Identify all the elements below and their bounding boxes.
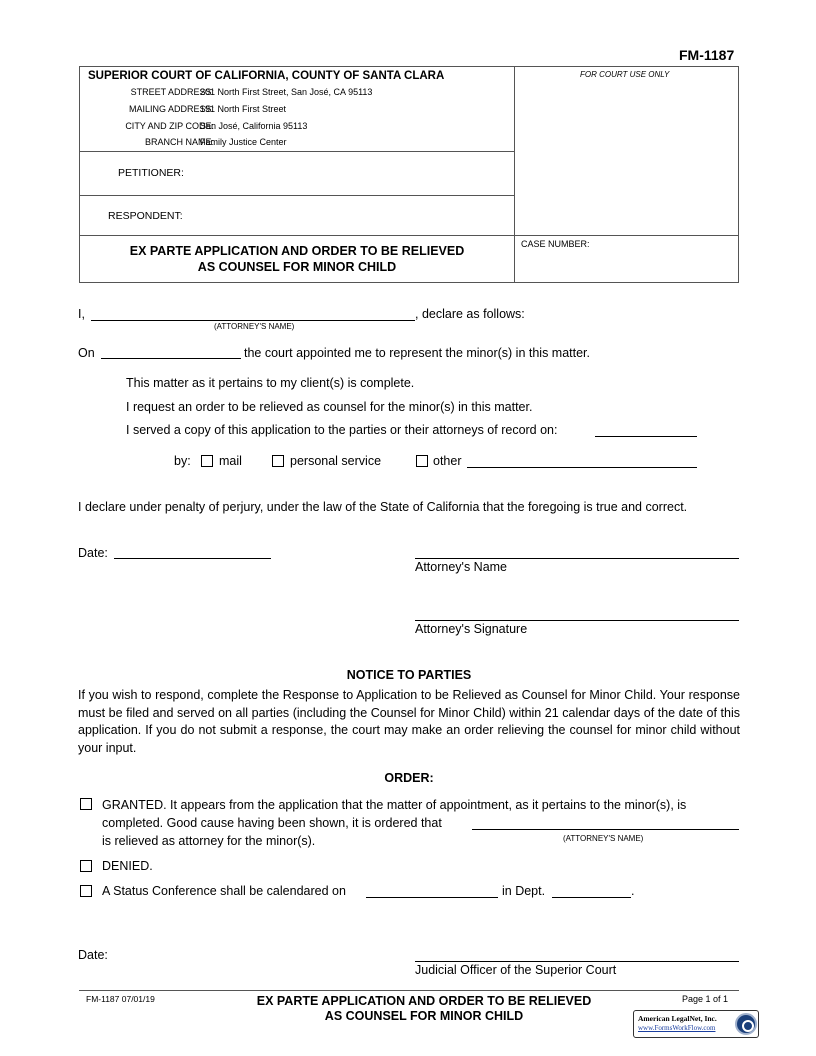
- department-field[interactable]: [552, 897, 631, 898]
- form-revision: FM-1187 07/01/19: [86, 994, 155, 1004]
- relieved-attorney-field[interactable]: [472, 829, 739, 830]
- logo-url[interactable]: www.FormsWorkFlow.com: [638, 1024, 716, 1032]
- mail-label: mail: [219, 454, 242, 468]
- notice-body: If you wish to respond, complete the Response to Application to be Relieved as Counsel for Minor Child. Your response must be filed and served on all parties (including the Counsel for Minor Child) within 21 calendar days of the date of this application. If you do not submit a response, the court may make an order relieving the counsel for minor child without your input.: [78, 688, 740, 755]
- street-address: 201 North First Street, San José, CA 95113: [200, 87, 373, 97]
- judicial-officer-signature-field[interactable]: [415, 961, 739, 962]
- complete-statement: This matter as it pertains to my client(s) is complete.: [126, 376, 415, 390]
- other-method-field[interactable]: [467, 467, 697, 468]
- attorney-name-field[interactable]: [91, 320, 415, 321]
- footer-title-line1: EX PARTE APPLICATION AND ORDER TO BE RELIEVED: [256, 994, 592, 1008]
- street-address-label: STREET ADDRESS:: [130, 87, 214, 97]
- form-title: [80, 243, 514, 275]
- service-date-field[interactable]: [595, 436, 697, 437]
- status-conference-date-field[interactable]: [366, 897, 498, 898]
- branch-name: Family Justice Center: [200, 137, 287, 147]
- attorney-signature-field[interactable]: [415, 620, 739, 621]
- perjury-statement: I declare under penalty of perjury, under the law of the State of California that the foregoing is true and correct.: [78, 500, 688, 514]
- order-date-label: Date:: [78, 948, 108, 962]
- declare-text: , declare as follows:: [415, 307, 525, 321]
- notice-heading: NOTICE TO PARTIES: [346, 668, 472, 682]
- request-statement: I request an order to be relieved as counsel for the minor(s) in this matter.: [126, 400, 533, 414]
- footer-rule: [79, 990, 739, 991]
- judicial-officer-caption: Judicial Officer of the Superior Court: [415, 963, 617, 977]
- logo-seal-icon: [735, 1013, 757, 1035]
- respondent-label: RESPONDENT:: [108, 210, 183, 222]
- status-conference-checkbox[interactable]: [80, 885, 92, 897]
- court-name: SUPERIOR COURT OF CALIFORNIA, COUNTY OF SANTA CLARA: [88, 70, 445, 82]
- declarant-prefix: I,: [78, 307, 85, 321]
- footer-title: [208, 994, 640, 1024]
- granted-checkbox[interactable]: [80, 798, 92, 810]
- case-number-field[interactable]: [520, 253, 734, 277]
- attorney-name-sign-field[interactable]: [415, 558, 739, 559]
- attorney-name-caption: (ATTORNEY'S NAME): [214, 322, 295, 331]
- footer-title-line2: AS COUNSEL FOR MINOR CHILD: [324, 1009, 524, 1023]
- mailing-address-label: MAILING ADDRESS:: [128, 104, 214, 114]
- personal-service-label: personal service: [290, 454, 382, 468]
- appointed-text: the court appointed me to represent the minor(s) in this matter.: [244, 346, 591, 360]
- order-heading: ORDER:: [384, 771, 434, 785]
- petitioner-label: PETITIONER:: [118, 167, 184, 179]
- other-checkbox[interactable]: [416, 455, 428, 467]
- mail-checkbox[interactable]: [201, 455, 213, 467]
- city-zip-label: CITY AND ZIP CODE:: [125, 121, 214, 131]
- petitioner-field[interactable]: [190, 159, 508, 187]
- in-dept-label: in Dept.: [502, 884, 546, 898]
- caption-divider: [80, 195, 514, 196]
- publisher-logo[interactable]: [633, 1010, 759, 1038]
- form-number: FM-1187: [679, 47, 735, 63]
- caption-divider: [80, 151, 514, 152]
- city-zip: San José, California 95113: [200, 121, 308, 131]
- status-period: .: [631, 884, 635, 898]
- granted-line3: is relieved as attorney for the minor(s).: [102, 834, 316, 848]
- case-number-label: CASE NUMBER:: [521, 239, 590, 249]
- logo-company: American LegalNet, Inc.: [638, 1014, 717, 1023]
- declaration-date-field[interactable]: [114, 558, 271, 559]
- page-number: Page 1 of 1: [682, 994, 729, 1004]
- attorney-name-caption-sig: Attorney's Name: [415, 560, 508, 574]
- by-label: by:: [174, 454, 191, 468]
- other-label: other: [433, 454, 462, 468]
- granted-line1: GRANTED. It appears from the application that the matter of appointment, as it pertains to the minor(s), is: [102, 798, 687, 812]
- granted-line2: completed. Good cause having been shown, it is ordered that: [102, 816, 442, 830]
- branch-label: BRANCH NAME:: [144, 137, 214, 147]
- order-attorney-name-caption: (ATTORNEY'S NAME): [563, 834, 644, 843]
- date-label: Date:: [78, 546, 108, 560]
- denied-checkbox[interactable]: [80, 860, 92, 872]
- respondent-field[interactable]: [190, 201, 508, 229]
- served-statement: I served a copy of this application to the parties or their attorneys of record on:: [126, 423, 558, 437]
- court-use-label: FOR COURT USE ONLY: [580, 70, 670, 79]
- mailing-address: 191 North First Street: [200, 104, 287, 114]
- denied-label: DENIED.: [102, 859, 153, 873]
- caption-box: [79, 66, 739, 283]
- form-title-line2: AS COUNSEL FOR MINOR CHILD: [197, 260, 397, 274]
- attorney-signature-caption: Attorney's Signature: [415, 622, 528, 636]
- caption-divider: [80, 235, 738, 236]
- on-label: On: [78, 346, 95, 360]
- appointment-date-field[interactable]: [101, 358, 241, 359]
- personal-service-checkbox[interactable]: [272, 455, 284, 467]
- form-title-line1: EX PARTE APPLICATION AND ORDER TO BE RELIEVED: [129, 244, 465, 258]
- status-conference-text: A Status Conference shall be calendared on: [102, 884, 346, 898]
- caption-divider: [514, 67, 515, 282]
